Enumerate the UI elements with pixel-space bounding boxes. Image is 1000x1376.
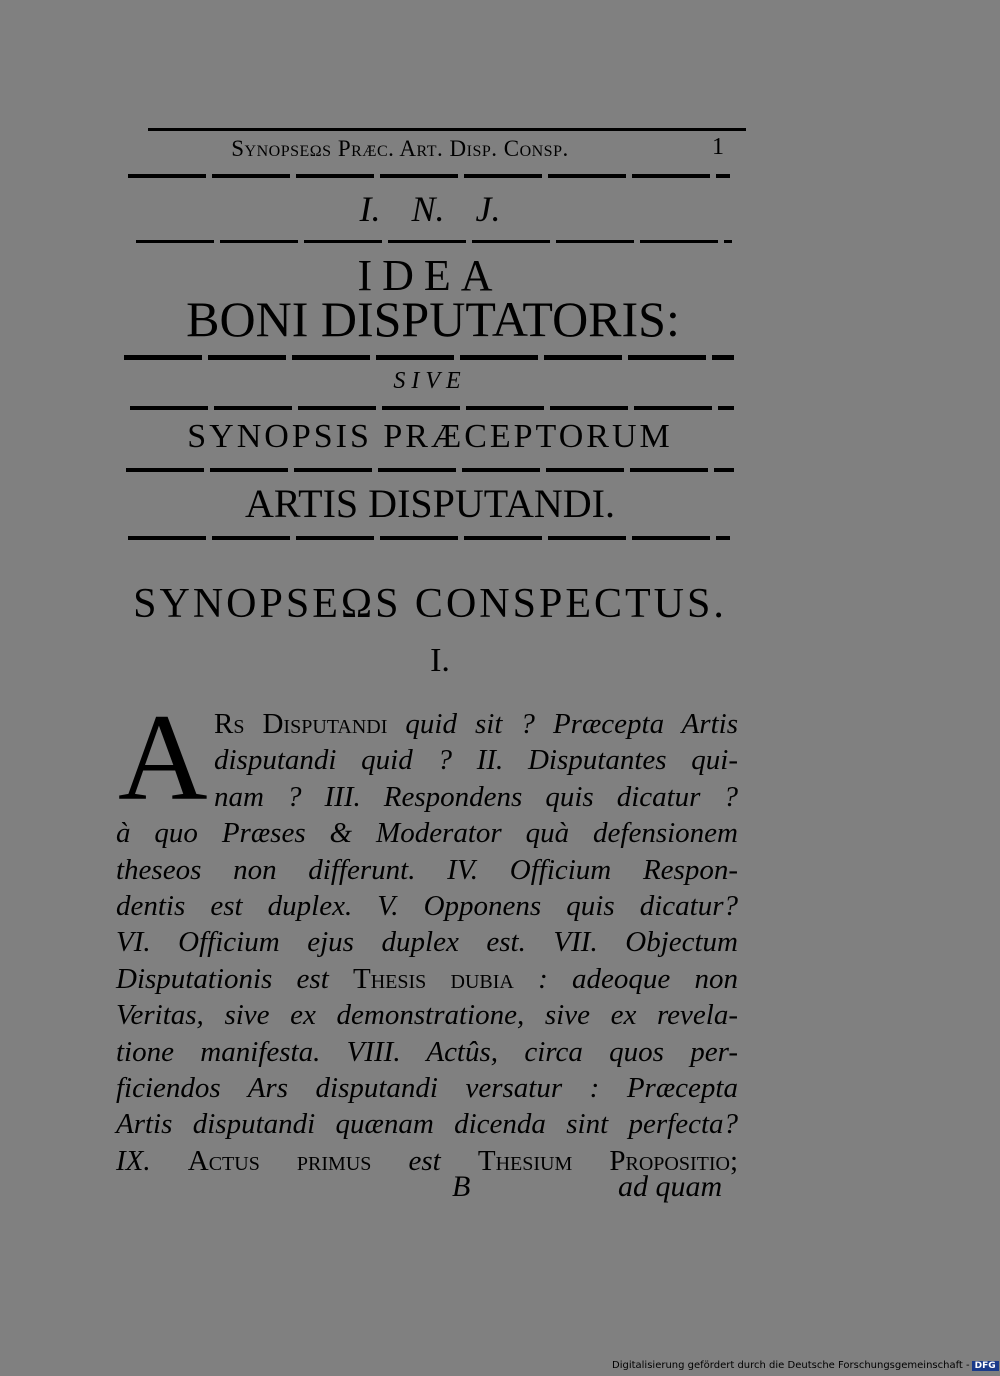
header-rule-top: [148, 128, 746, 131]
section-number: I.: [430, 642, 450, 679]
running-head: Synopseωs Præc. Art. Disp. Consp.: [231, 136, 569, 161]
text-line: VI. Officium ejus duplex est. VII. Objectum: [116, 926, 738, 959]
text-span: est: [371, 1144, 478, 1177]
rule-below-artis: [128, 536, 730, 540]
text-span: Disputationis est: [116, 962, 353, 995]
text-line: à quo Præses & Moderator quà defensionem: [116, 817, 738, 850]
title-synopsis: SYNOPSIS PRÆCEPTORUM: [187, 418, 673, 455]
text-span: Thesium Propositio;: [477, 1144, 738, 1177]
text-span: : adeoque non: [513, 962, 738, 995]
text-line: [116, 706, 738, 742]
credit-text: Digitalisierung gefördert durch die Deutsche Forschungsgemeinschaft -: [612, 1360, 970, 1371]
header-rule-bottom: [128, 174, 730, 178]
rule-below-sive: [130, 406, 734, 410]
page-number: 1: [712, 134, 724, 160]
title-main: BONI DISPUTATORIS:: [186, 291, 680, 347]
text-line: tione manifesta. VIII. Actûs, circa quos per-: [116, 1035, 738, 1068]
dfg-logo: DFG: [972, 1361, 999, 1371]
section-heading: SYNOPSEΩS CONSPECTUS.: [133, 581, 727, 627]
text-line: theseos non differunt. IV. Officium Respon-: [116, 853, 738, 886]
text-span: Rs Disputandi: [214, 708, 388, 740]
text-line: ficiendos Ars disputandi versatur : Præcepta: [116, 1072, 738, 1105]
catchword: ad quam: [618, 1170, 723, 1203]
body-text: [116, 706, 738, 1179]
rule-below-main-title: [124, 355, 734, 360]
text-span: Thesis dubia: [353, 962, 514, 995]
text-line: nam ? III. Respondens quis dicatur ?: [214, 780, 738, 813]
rule-below-synopsis: [126, 468, 734, 472]
invocation: I. N. J.: [359, 189, 501, 229]
rule-below-invocation: [136, 240, 732, 243]
text-line: Artis disputandi quænam dicenda sint perfecta?: [116, 1108, 738, 1141]
text-span: IX.: [116, 1144, 188, 1177]
text-line: dentis est duplex. V. Opponens quis dicatur?: [116, 890, 738, 923]
text-line: disputandi quid ? II. Disputantes qui-: [214, 744, 738, 777]
title-sive: SIVE: [393, 368, 467, 394]
text-line: [116, 961, 738, 997]
drop-capital: A: [118, 689, 208, 826]
title-idea: IDEA: [357, 251, 503, 300]
text-line: Veritas, sive ex demonstratione, sive ex revela-: [116, 999, 738, 1032]
text-span: Actus primus: [187, 1144, 372, 1177]
signature-mark: B: [452, 1170, 471, 1203]
title-artis: ARTIS DISPUTANDI.: [245, 481, 615, 526]
text-span: quid sit ? Præcepta Artis: [387, 708, 738, 740]
digitization-credit: [612, 1360, 999, 1371]
